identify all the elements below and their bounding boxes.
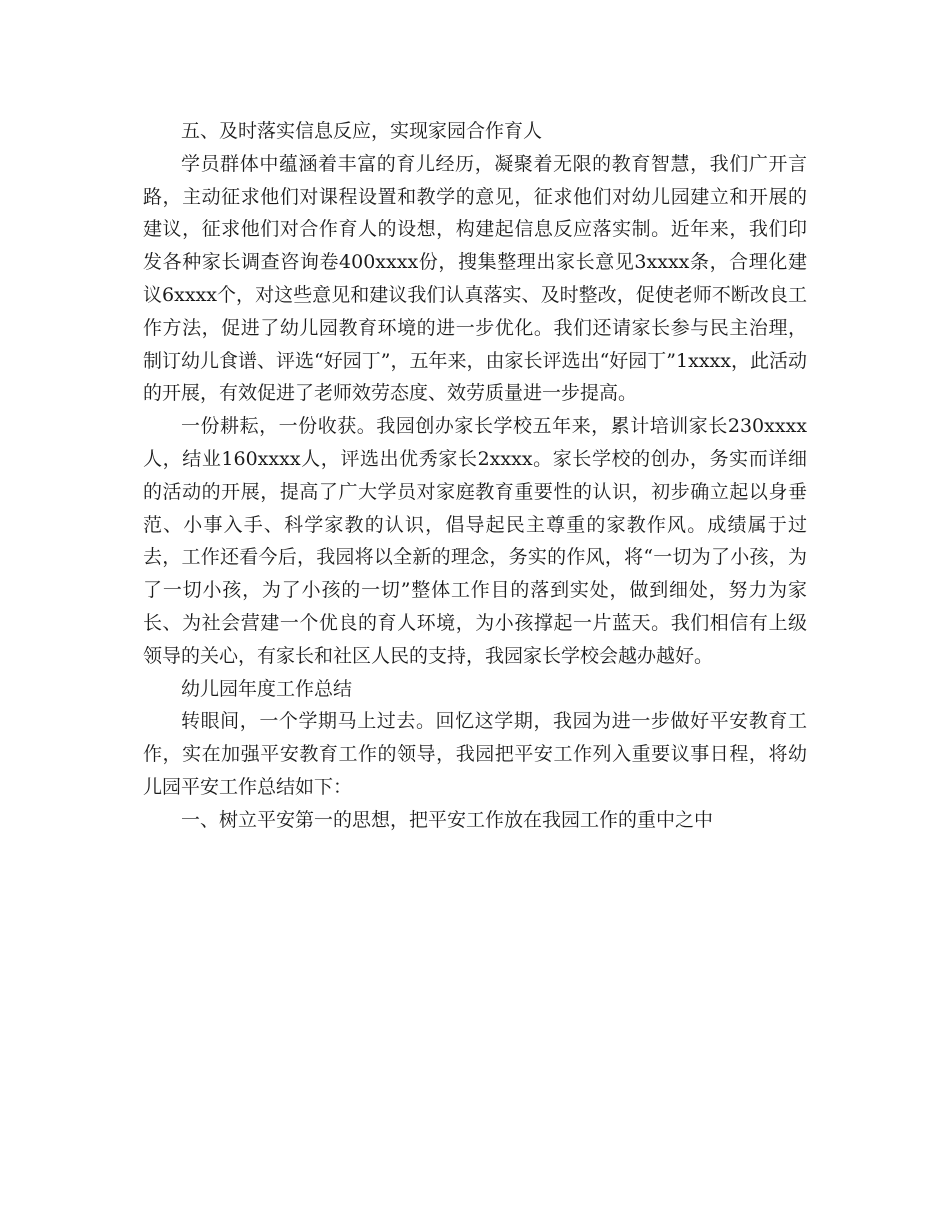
section-heading-five: 五、及时落实信息反应，实现家园合作育人 (181, 120, 543, 142)
document-body (143, 115, 807, 837)
document-title-annual-summary: 幼儿园年度工作总结 (181, 677, 353, 700)
paragraph-parent-feedback: 学员群体中蕴涵着丰富的育儿经历，凝聚着无限的教育智慧，我们广开言路，主动征求他们对课程设置和教学的意见，征求他们对幼儿园建立和开展的建议，征求他们对合作育人的设想，构建起信息反应落实制。近年来，我们印发各种家长调查咨询卷400xxxx份，搜集整理出家长意见3xxxx条，合理化建议6xxxx个，对这些意见和建议我们认真落实、及时整改，促使老师不断改良工作方法，促进了幼儿园教育环境的进一步优化。我们还请家长参与民主治理，制订幼儿食谱、评选“好园丁”，五年来，由家长评选出“好园丁”1xxxx，此活动的开展，有效促进了老师效劳态度、效劳质量进一步提高。 (143, 152, 807, 405)
paragraph-intro-safety: 转眼间，一个学期马上过去。回忆这学期，我园为进一步做好平安教育工作，实在加强平安教育工作的领导，我园把平安工作列入重要议事日程，将幼儿园平安工作总结如下： (143, 710, 807, 798)
paragraph-harvest: 一份耕耘，一份收获。我园创办家长学校五年来，累计培训家长230xxxx人，结业160xxxx人，评选出优秀家长2xxxx。家长学校的创办，务实而详细的活动的开展，提高了广大学员对家庭教育重要性的认识，初步确立起以身垂范、小事入手、科学家教的认识，倡导起民主尊重的家教作风。成绩属于过去，工作还看今后，我园将以全新的理念，务实的作风，将“一切为了小孩，为了一切小孩，为了小孩的一切”整体工作目的落到实处，做到细处，努力为家长、为社会营建一个优良的育人环境，为小孩撑起一片蓝天。我们相信有上级领导的关心，有家长和社区人民的支持，我园家长学校会越办越好。 (143, 415, 807, 667)
section-heading-one: 一、树立平安第一的思想，把平安工作放在我园工作的重中之中 (181, 808, 714, 831)
